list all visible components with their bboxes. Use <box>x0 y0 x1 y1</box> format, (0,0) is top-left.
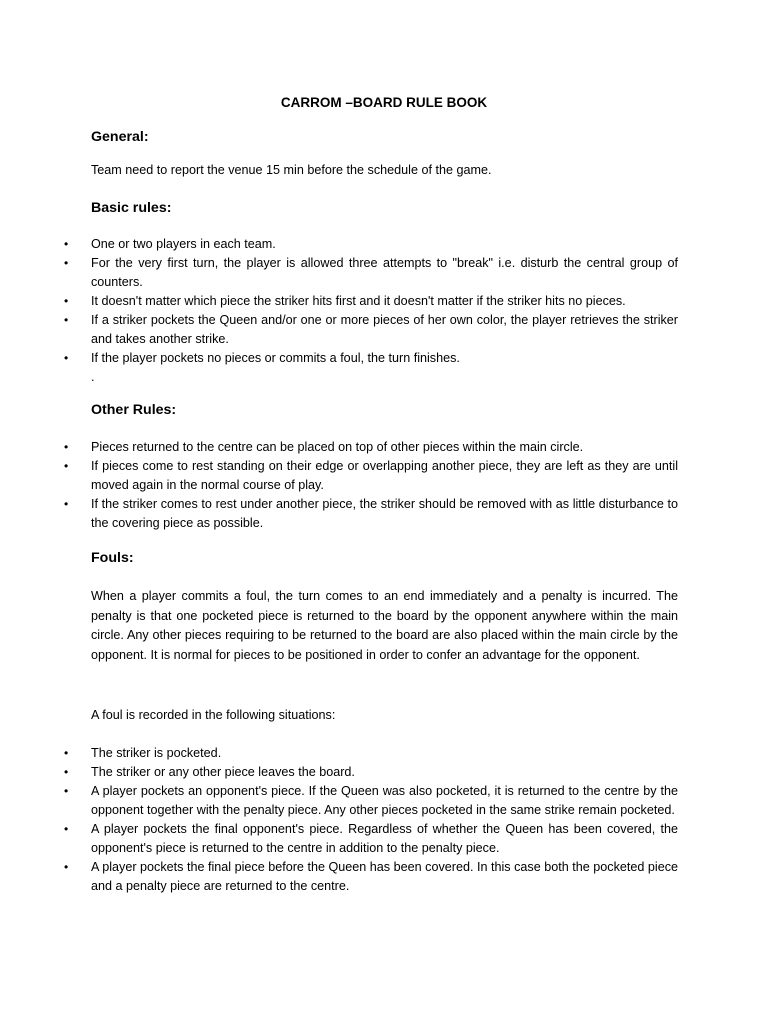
list-item <box>0 311 678 349</box>
list-item-text: Pieces returned to the centre can be placed on top of other pieces within the main circle. <box>91 440 584 454</box>
list-item-text: A player pockets the final opponent's piece. Regardless of whether the Queen has been covered, the opponent's piece is returned to the centre in addition to the penalty piece. <box>91 822 678 855</box>
bullet-icon: • <box>64 313 69 327</box>
stray-mark: . <box>91 370 95 384</box>
general-text: Team need to report the venue 15 min before the schedule of the game. <box>91 163 492 177</box>
list-item <box>0 495 678 533</box>
bullet-icon: • <box>64 440 69 454</box>
general-heading: General: <box>91 129 149 145</box>
fouls-list <box>0 744 680 896</box>
bullet-icon: • <box>64 294 69 308</box>
basic-rules-list <box>0 235 680 368</box>
list-item-text: If the striker comes to rest under another piece, the striker should be removed with as little disturbance to the covering piece as possible. <box>91 497 678 530</box>
list-item-text: One or two players in each team. <box>91 237 276 251</box>
basic-rules-heading: Basic rules: <box>91 200 172 216</box>
bullet-icon: • <box>64 746 69 760</box>
fouls-heading: Fouls: <box>91 550 134 566</box>
list-item <box>0 820 678 858</box>
list-item-text: If a striker pockets the Queen and/or one or more pieces of her own color, the player retrieves the striker and takes another strike. <box>91 313 678 346</box>
list-item-text: If the player pockets no pieces or commits a foul, the turn finishes. <box>91 351 460 365</box>
list-item-text: A player pockets the final piece before the Queen has been covered. In this case both the pocketed piece and a penalty piece are returned to the centre. <box>91 860 678 893</box>
list-item-text: It doesn't matter which piece the striker hits first and it doesn't matter if the striker hits no pieces. <box>91 294 626 308</box>
list-item <box>0 235 678 254</box>
other-rules-list <box>0 438 680 533</box>
list-item <box>0 782 678 820</box>
bullet-icon: • <box>64 497 69 511</box>
list-item <box>0 858 678 896</box>
fouls-intro: A foul is recorded in the following situations: <box>91 708 336 722</box>
bullet-icon: • <box>64 784 69 798</box>
fouls-paragraph: When a player commits a foul, the turn comes to an end immediately and a penalty is incurred. The penalty is that one pocketed piece is returned to the board by the opponent anywhere within the main circle. Any other pieces requiring to be returned to the board are also placed within the main circle by the opponent. It is normal for pieces to be positioned in order to confer an advantage for the opponent. <box>91 589 678 662</box>
list-item-text: A player pockets an opponent's piece. If the Queen was also pocketed, it is returned to the centre by the opponent together with the penalty piece. Any other pieces pocketed in the same strike remain pocketed. <box>91 784 678 817</box>
bullet-icon: • <box>64 860 69 874</box>
list-item-text: For the very first turn, the player is allowed three attempts to "break" i.e. disturb the central group of counters. <box>91 256 678 289</box>
list-item <box>0 349 678 368</box>
list-item <box>0 292 678 311</box>
bullet-icon: • <box>64 351 69 365</box>
list-item-text: The striker or any other piece leaves the board. <box>91 765 355 779</box>
bullet-icon: • <box>64 237 69 251</box>
list-item <box>0 254 678 292</box>
list-item-text: If pieces come to rest standing on their edge or overlapping another piece, they are left as they are until moved again in the normal course of play. <box>91 459 678 492</box>
bullet-icon: • <box>64 459 69 473</box>
list-item <box>0 744 678 763</box>
other-rules-heading: Other Rules: <box>91 402 177 418</box>
bullet-icon: • <box>64 822 69 836</box>
list-item-text: The striker is pocketed. <box>91 746 222 760</box>
bullet-icon: • <box>64 765 69 779</box>
list-item <box>0 438 678 457</box>
bullet-icon: • <box>64 256 69 270</box>
document-title: CARROM –BOARD RULE BOOK <box>280 95 488 110</box>
list-item <box>0 457 678 495</box>
list-item <box>0 763 678 782</box>
